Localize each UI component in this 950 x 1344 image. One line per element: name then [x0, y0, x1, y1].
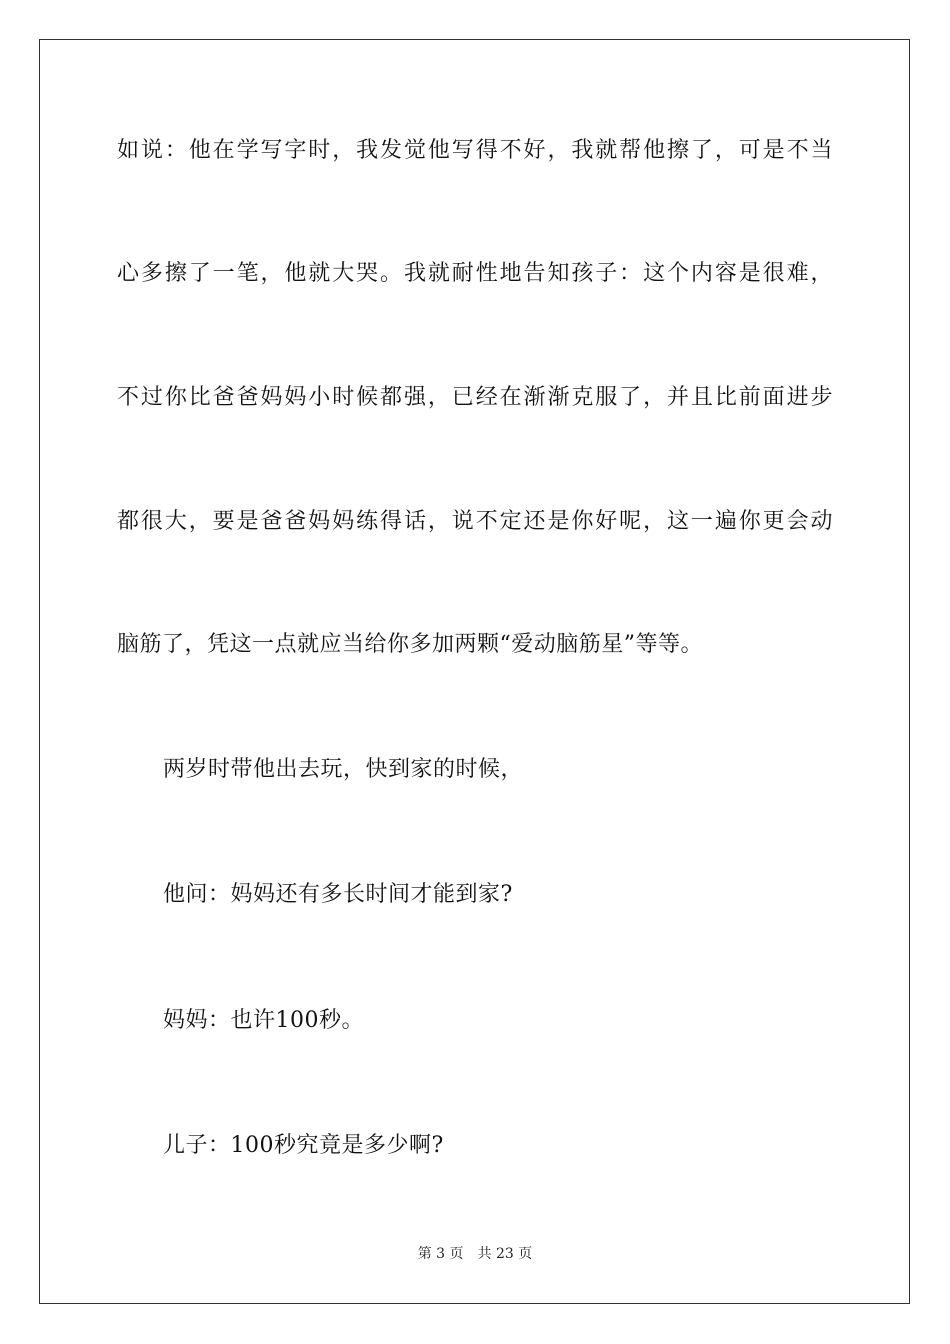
paragraph-line: 妈妈：也许100秒。: [163, 1008, 364, 1033]
page-footer: [0, 1244, 950, 1264]
paragraph-line: 如说：他在学写字时，我发觉他写得不好，我就帮他擦了，可是不当: [117, 138, 833, 163]
page-border: [39, 39, 910, 1304]
paragraph-line: 心多擦了一笔，他就大哭。我就耐性地告知孩子：这个内容是很难，: [117, 261, 833, 286]
paragraph-line: 都很大，要是爸爸妈妈练得话，说不定还是你好呢，这一遍你更会动: [117, 509, 833, 534]
paragraph-line: 两岁时带他出去玩，快到家的时候，: [163, 757, 524, 782]
paragraph-line: 不过你比爸爸妈妈小时候都强，已经在渐渐克服了，并且比前面进步: [117, 385, 833, 410]
paragraph-line: 儿子：100秒究竟是多少啊?: [163, 1133, 444, 1158]
paragraph-line: 他问：妈妈还有多长时间才能到家?: [163, 882, 513, 907]
paragraph-line: 脑筋了，凭这一点就应当给你多加两颗“爱动脑筋星”等等。: [117, 632, 703, 657]
page-number: 第 3 页: [417, 1246, 464, 1262]
total-pages: 共 23 页: [477, 1246, 533, 1262]
